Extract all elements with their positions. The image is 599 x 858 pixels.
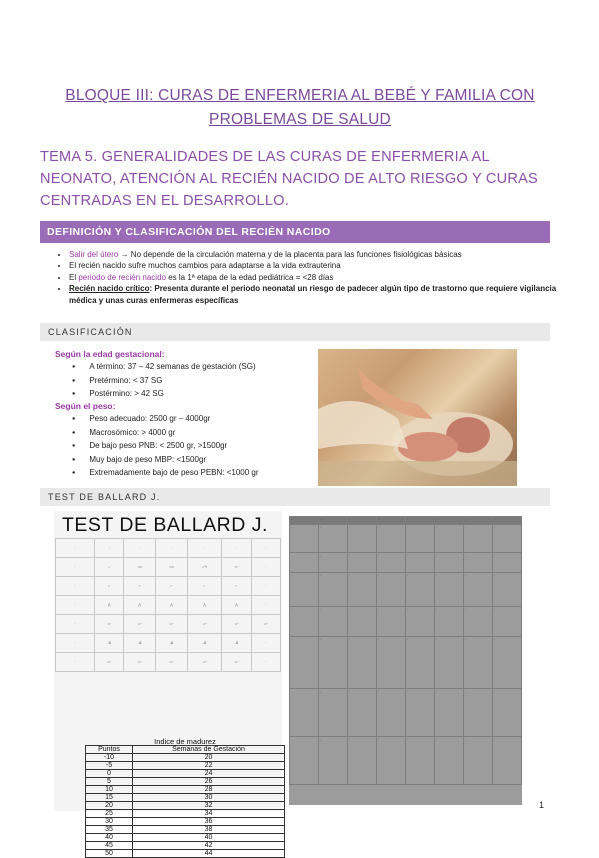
physical-maturity-grid: · · · · · · · · · · · · · · · · · · · · · · · · · · · · · · · · · · · · · · · · · · · · · · · · · · · · · · · · · · · · · · · · xyxy=(289,516,522,785)
newborn-photo xyxy=(318,349,517,486)
table-cell: 38 xyxy=(132,826,284,834)
section-header-ballard: TEST DE BALLARD J. xyxy=(40,488,550,506)
list-item: ● Muy bajo de peso MBP: <1500gr xyxy=(72,454,259,468)
table-cell: 5 xyxy=(86,778,133,786)
edad-label: Según la edad gestacional: xyxy=(55,349,165,359)
neuromuscular-grid: · · · · · · · · ○ ○═ ○═ ○↰ ○⌐ · · ⌐ ⌐ ⌐ ⌐ ⌐ · · ⋀ ⋀ ⋀ ⋀ ⋀ · · ○⌐ ○⌐ ○⌐ ○⌐ ○⌐ ○⌐ · -8 -8 -8 -8 -8 · · ○⌐ ○⌐ ○⌐ ○⌐ ○⌐ · xyxy=(55,538,281,672)
definition-item: • Salir del útero → No depende de la circulación materna y de la placenta para las funciones fisiológicas básicas xyxy=(69,249,569,260)
table-cell: 26 xyxy=(132,778,284,786)
table-cell: -5 xyxy=(86,762,133,770)
table-cell: -10 xyxy=(86,754,133,762)
section-header-definicion: DEFINICIÓN Y CLASIFICACIÓN DEL RECIÉN NACIDO xyxy=(40,221,550,243)
peso-label: Según el peso: xyxy=(55,401,116,411)
table-cell: 15 xyxy=(86,794,133,802)
table-cell: 45 xyxy=(86,842,133,850)
physical-maturity-table-image xyxy=(289,516,522,805)
list-item: ● De bajo peso PNB: < 2500 gr, >1500gr xyxy=(72,440,259,454)
list-item: ● Extremadamente bajo de peso PEBN: <1000 gr xyxy=(72,467,259,481)
definition-item: • El periodo de recién nacido es la 1ª etapa de la edad pediátrica = <28 días xyxy=(69,272,569,283)
list-item: ● Postérmino: > 42 SG xyxy=(72,388,256,402)
table-cell: 30 xyxy=(86,818,133,826)
table-cell: 22 xyxy=(132,762,284,770)
table-cell: 20 xyxy=(86,802,133,810)
peso-list xyxy=(72,413,259,481)
table-cell: 32 xyxy=(132,802,284,810)
madurez-title: Indice de madurez xyxy=(154,737,216,746)
table-cell: 28 xyxy=(132,786,284,794)
table-cell: 20 xyxy=(132,754,284,762)
section-header-clasificacion: CLASIFICACIÓN xyxy=(40,323,550,341)
list-item: ● Macrosómico: > 4000 gr xyxy=(72,427,259,441)
definition-item: • Recién nacido crítico: Presenta durante el periodo neonatal un riesgo de padecer algún tipo de trastorno que requiere vigilancia médica y unas curas enfermeras específicas xyxy=(69,283,569,306)
edad-list xyxy=(72,361,256,402)
table-cell: 0 xyxy=(86,770,133,778)
table-cell: 34 xyxy=(132,810,284,818)
tema-title: TEMA 5. GENERALIDADES DE LAS CURAS DE ENFERMERIA AL NEONATO, ATENCIÓN AL RECIÉN NACIDO DE ALTO RIESGO Y CURAS CENTRADAS EN EL DESARROLLO. xyxy=(40,149,538,209)
table-cell: 25 xyxy=(86,810,133,818)
madurez-table xyxy=(85,738,285,858)
list-item: ● Peso adecuado: 2500 gr – 4000gr xyxy=(72,413,259,427)
table-cell: 10 xyxy=(86,786,133,794)
table-cell: 36 xyxy=(132,818,284,826)
table-cell: 42 xyxy=(132,842,284,850)
table-cell: 30 xyxy=(132,794,284,802)
table-cell: 24 xyxy=(132,770,284,778)
table-cell: 40 xyxy=(132,834,284,842)
table-cell: 44 xyxy=(132,850,284,858)
page-number: 1 xyxy=(539,800,545,810)
definition-item: • El recién nacido sufre muchos cambios para adaptarse a la vida extrauterina xyxy=(69,260,569,271)
table-cell: 50 xyxy=(86,850,133,858)
table-cell: 35 xyxy=(86,826,133,834)
list-item: ● Pretérmino: < 37 SG xyxy=(72,375,256,389)
madurez-col-semanas: Semanas de Gestación xyxy=(132,746,284,754)
bloque-title: BLOQUE III: CURAS DE ENFERMERIA AL BEBÉ Y FAMILIA CON PROBLEMAS DE SALUD xyxy=(65,87,535,128)
ballard-image-title: TEST DE BALLARD J. xyxy=(62,514,268,536)
definition-list xyxy=(55,249,569,306)
madurez-col-puntos: Puntos xyxy=(86,746,133,754)
table-cell: 40 xyxy=(86,834,133,842)
list-item: ● A término: 37 – 42 semanas de gestación (SG) xyxy=(72,361,256,375)
